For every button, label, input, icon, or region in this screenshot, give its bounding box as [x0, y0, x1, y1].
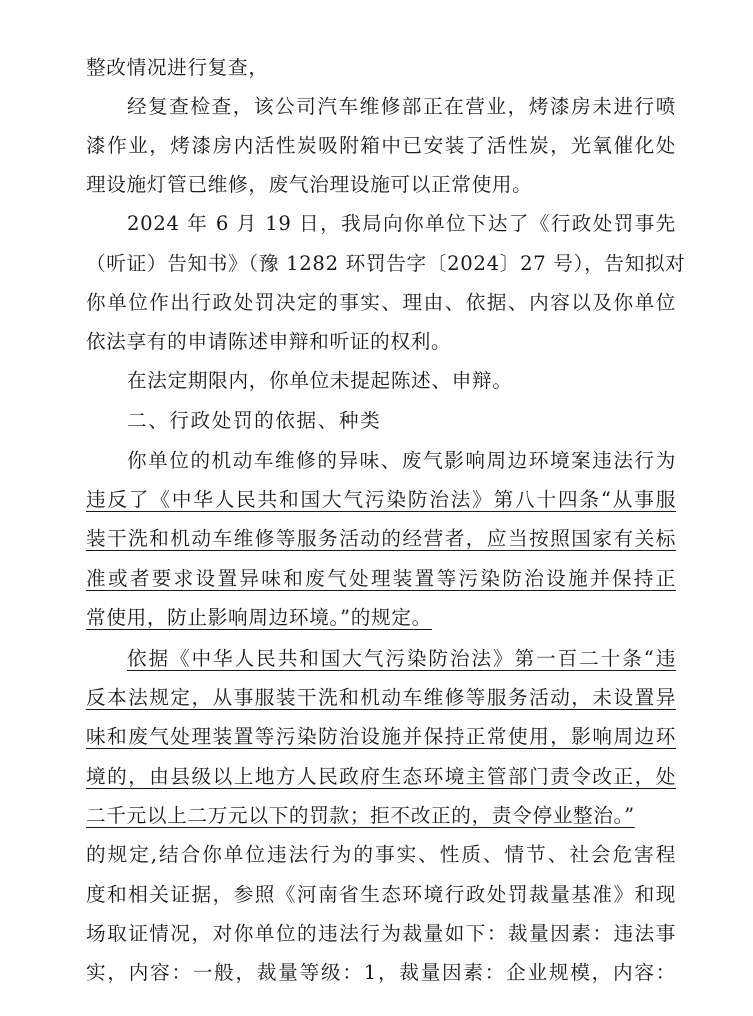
text-line: （听证）告知书》（豫 1282 环罚告字〔2024〕27 号），告知拟对 — [86, 252, 686, 275]
text-line: 漆作业，烤漆房内活性炭吸附箱中已安装了活性炭，光氧催化处 — [86, 134, 676, 157]
text-line: 2024 年 6 月 19 日，我局向你单位下达了《行政处罚事先 — [127, 212, 676, 235]
underlined-line: 装干洗和机动车维修等服务活动的经营者，应当按照国家有关标 — [86, 527, 676, 550]
text-line: 实，内容：一般，裁量等级：1，裁量因素：企业规模，内容： — [86, 961, 676, 984]
text-line: 度和相关证据，参照《河南省生态环境行政处罚裁量基准》和现 — [86, 883, 676, 906]
text-line: 整改情况进行复查， — [86, 56, 269, 79]
underlined-line: 味和废气处理装置等污染防治设施并保持正常使用，影响周边环 — [86, 725, 676, 748]
text-line: 你单位作出行政处罚决定的事实、理由、依据、内容以及你单位 — [86, 291, 676, 314]
underlined-line: 准或者要求设置异味和废气处理装置等污染防治设施并保持正 — [86, 567, 676, 590]
text-line: 理设施灯管已维修，废气治理设施可以正常使用。 — [86, 173, 533, 196]
text-line: 的规定,结合你单位违法行为的事实、性质、情节、社会危害程 — [86, 843, 676, 866]
text-line: 经复查检查，该公司汽车维修部正在营业，烤漆房未进行喷 — [127, 95, 676, 118]
underlined-line: 常使用，防止影响周边环境。”的规定。 — [86, 606, 432, 629]
text-line: 依法享有的申请陈述申辩和听证的权利。 — [86, 330, 452, 353]
underlined-line: 依据《中华人民共和国大气污染防治法》第一百二十条“违 — [127, 647, 676, 670]
section-heading: 二、行政处罚的依据、种类 — [127, 409, 382, 432]
underlined-line: 违反了《中华人民共和国大气污染防治法》第八十四条“从事服 — [86, 488, 676, 511]
underlined-line: 反本法规定，从事服装干洗和机动车维修等服务活动，未设置异 — [86, 686, 676, 709]
text-line: 你单位的机动车维修的异味、废气影响周边环境案违法行为 — [127, 449, 676, 472]
underlined-line: 二千元以上二万元以下的罚款；拒不改正的，责令停业整治。” — [86, 804, 635, 827]
text-line: 场取证情况，对你单位的违法行为裁量如下：裁量因素：违法事 — [86, 922, 676, 945]
text-line: 在法定期限内，你单位未提起陈述、申辩。 — [127, 369, 513, 392]
underlined-line: 境的，由县级以上地方人民政府生态环境主管部门责令改正，处 — [86, 765, 676, 788]
